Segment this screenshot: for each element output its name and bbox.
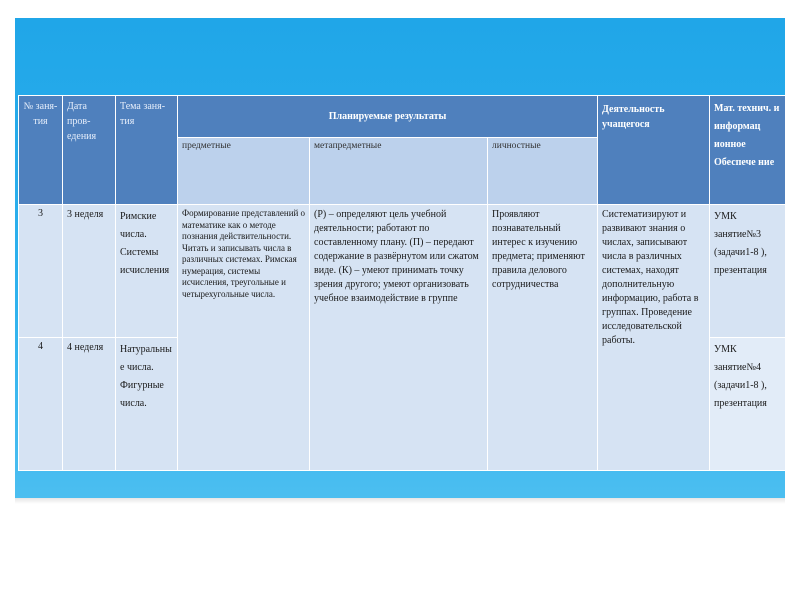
lesson-number: 3 (19, 205, 63, 338)
subject-results (178, 205, 310, 471)
lesson-date: 3 неделя (63, 205, 116, 338)
subheader-metasubject: метапредметные (310, 138, 488, 205)
subject-results-rest: математике как о методе познания действительности. Читать и записывать числа в различных системах. Римская нумерация, системы исчисления, треугольные и четырехугольные числа. (182, 219, 297, 299)
subheader-subject: предметные (178, 138, 310, 205)
lesson-topic: Римские числа. Системы исчисления (116, 205, 178, 338)
header-planned-results: Планируемые результаты (178, 96, 598, 138)
subheader-personal: личностные (488, 138, 598, 205)
header-material-support: Мат. технич. и информац ионное Обеспече ние (710, 96, 786, 205)
lesson-number: 4 (19, 338, 63, 471)
material-support: УМК занятие№4 (задачи1-8 ), презентация (710, 338, 786, 471)
student-activity: Систематизируют и развивают знания о числах, записывают числа в различных системах, находят дополнительную информацию, работа в группах. Проведение исследовательской работы. (598, 205, 710, 471)
material-support: УМК занятие№3 (задачи1-8 ), презентация (710, 205, 786, 338)
subject-results-line1: Формирование представлений (182, 208, 299, 218)
lesson-topic: Натуральные числа. Фигурные числа. (116, 338, 178, 471)
subject-results-line1-end: о (300, 208, 305, 218)
personal-results: Проявляют познавательный интерес к изучению предмета; применяют правила делового сотрудничества (488, 205, 598, 471)
header-student-activity: Деятельность учащегося (598, 96, 710, 205)
metasubject-results: (Р) – определяют цель учебной деятельности; работают по составленному плану. (П) – передают содержание в развёрнутом или сжатом виде. (К) – умеют принимать точку зрения другого; умеют организовать учебное взаимодействие в группе (310, 205, 488, 471)
header-date: Дата пров-едения (63, 96, 116, 205)
table-row (19, 205, 786, 338)
header-topic: Тема заня-тия (116, 96, 178, 205)
lesson-plan-table (18, 95, 786, 471)
header-lesson-number: № заня-тия (19, 96, 63, 205)
slide-shadow (15, 498, 785, 504)
lesson-date: 4 неделя (63, 338, 116, 471)
